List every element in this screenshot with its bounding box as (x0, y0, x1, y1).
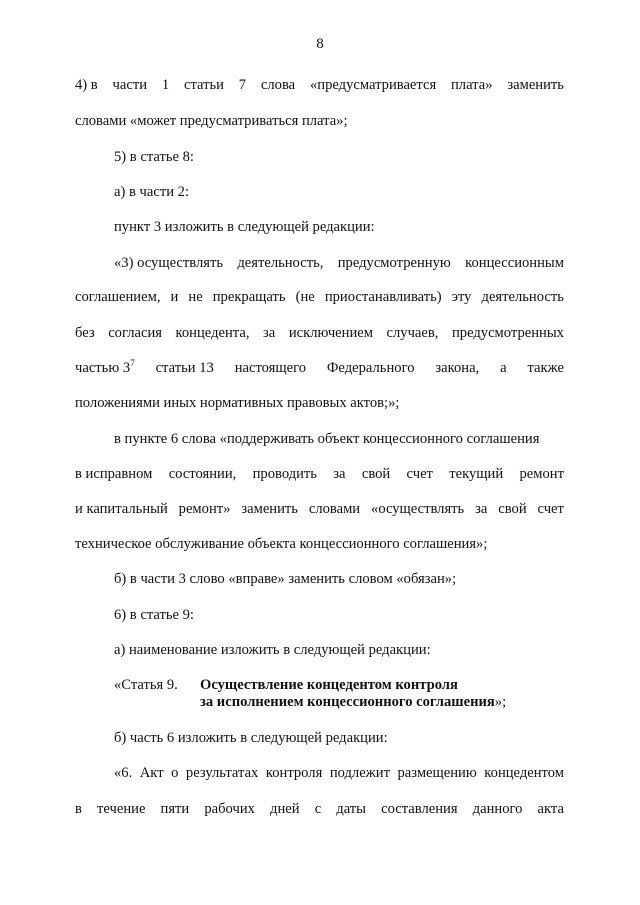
word: даты (336, 801, 366, 817)
word: текущий (449, 466, 504, 482)
word: акта (537, 801, 564, 817)
punkt-6-line-1: в пункте 6 слова «поддерживать объект концессионного соглашения (114, 431, 540, 447)
word: прекращать (212, 289, 286, 305)
act-line-2 (75, 800, 564, 818)
word: концедента, (175, 325, 250, 341)
paragraph-5: 5) в статье 8: (114, 149, 194, 165)
word: и капитальный (75, 501, 168, 517)
word: предусмотренных (451, 325, 564, 341)
word: составления (381, 801, 458, 817)
word: случаев, (386, 325, 439, 341)
word: приостанавливать) (324, 289, 442, 305)
paragraph-punkt-3: пункт 3 изложить в следующей редакции: (114, 219, 375, 235)
word: результатах (185, 765, 259, 781)
word: закона, (435, 360, 480, 376)
paragraph-5b: б) в части 3 слово «вправе» заменить словом «обязан»; (114, 571, 457, 587)
word: 1 (161, 77, 170, 93)
punkt-6-line-3 (75, 500, 564, 518)
superscript: 7 (130, 358, 135, 368)
word: в (75, 801, 82, 817)
word: также (527, 360, 564, 376)
word: размещению (397, 765, 477, 781)
word: 4) в (75, 77, 98, 93)
word: Федерального (326, 360, 415, 376)
word: счет (537, 501, 564, 517)
word: части (112, 77, 148, 93)
word: рабочих (204, 801, 255, 817)
word: свой (361, 466, 391, 482)
word: пяти (160, 801, 190, 817)
word: настоящего (234, 360, 307, 376)
word: подлежит (329, 765, 390, 781)
word: «осуществлять (371, 501, 465, 517)
article-9-title-line-2 (200, 693, 506, 711)
page-number: 8 (316, 36, 324, 52)
quote-3-line-3 (75, 324, 564, 342)
article-9-suffix: »; (494, 694, 507, 710)
word: свой (498, 501, 527, 517)
word: словами (308, 501, 361, 517)
word: и (170, 289, 179, 305)
word: «3) осуществлять (114, 255, 224, 271)
word: ремонт» (178, 501, 231, 517)
paragraph-5a: а) в части 2: (114, 184, 190, 200)
word: плата» (450, 77, 493, 93)
word: статьи (183, 77, 224, 93)
word: ремонт (519, 466, 564, 482)
word: дней (270, 801, 300, 817)
article-9-title-line-1: Осуществление концедентом контроля (200, 677, 458, 693)
paragraph-6: 6) в статье 9: (114, 607, 194, 623)
word: деятельность (481, 289, 564, 305)
word: о (171, 765, 179, 781)
word: статьи 13 (155, 360, 214, 376)
word: в исправном (75, 466, 153, 482)
paragraph-6a: а) наименование изложить в следующей редакции: (114, 642, 431, 658)
word: а (500, 360, 507, 376)
quote-3-line-2 (75, 288, 564, 306)
word: исключением (288, 325, 373, 341)
word: без (75, 325, 95, 341)
word: деятельность, (237, 255, 324, 271)
article-9-prefix: «Статья 9. (114, 677, 178, 693)
word-with-superscript: частью $3^7$ (75, 358, 135, 376)
word: счет (406, 466, 433, 482)
quote-3-line-5: положениями иных нормативных правовых актов;»; (75, 395, 400, 411)
word: «6. (114, 765, 133, 781)
word: концессионным (465, 255, 564, 271)
word: эту (451, 289, 472, 305)
quote-3-line-4 (75, 359, 564, 377)
word: Акт (139, 765, 164, 781)
word: течение (97, 801, 146, 817)
word: 7 (238, 77, 247, 93)
word: состоянии, (168, 466, 237, 482)
word: за (475, 501, 488, 517)
word: предусмотренную (337, 255, 451, 271)
quote-3-line-1 (114, 254, 564, 272)
word: контроля (265, 765, 323, 781)
word: соглашением, (75, 289, 161, 305)
word: с (314, 801, 322, 817)
punkt-6-line-2 (75, 465, 564, 483)
word: не (188, 289, 203, 305)
article-9-title-text: за исполнением концессионного соглашения (200, 694, 495, 710)
paragraph-6b: б) часть 6 изложить в следующей редакции: (114, 730, 388, 746)
paragraph-4-line-2: словами «может предусматриваться плата»; (75, 113, 348, 129)
act-line-1 (114, 764, 564, 782)
word: согласия (108, 325, 162, 341)
word: заменить (241, 501, 298, 517)
word: (не (295, 289, 315, 305)
word: концедентом (484, 765, 564, 781)
word: за (263, 325, 276, 341)
punkt-6-line-4: техническое обслуживание объекта концессионного соглашения»; (75, 536, 488, 552)
paragraph-4-line-1 (75, 76, 564, 94)
word: за (333, 466, 346, 482)
word: проводить (252, 466, 317, 482)
word: заменить (507, 77, 564, 93)
word: слова (260, 77, 296, 93)
word: «предусматривается (309, 77, 437, 93)
word: данного (472, 801, 523, 817)
